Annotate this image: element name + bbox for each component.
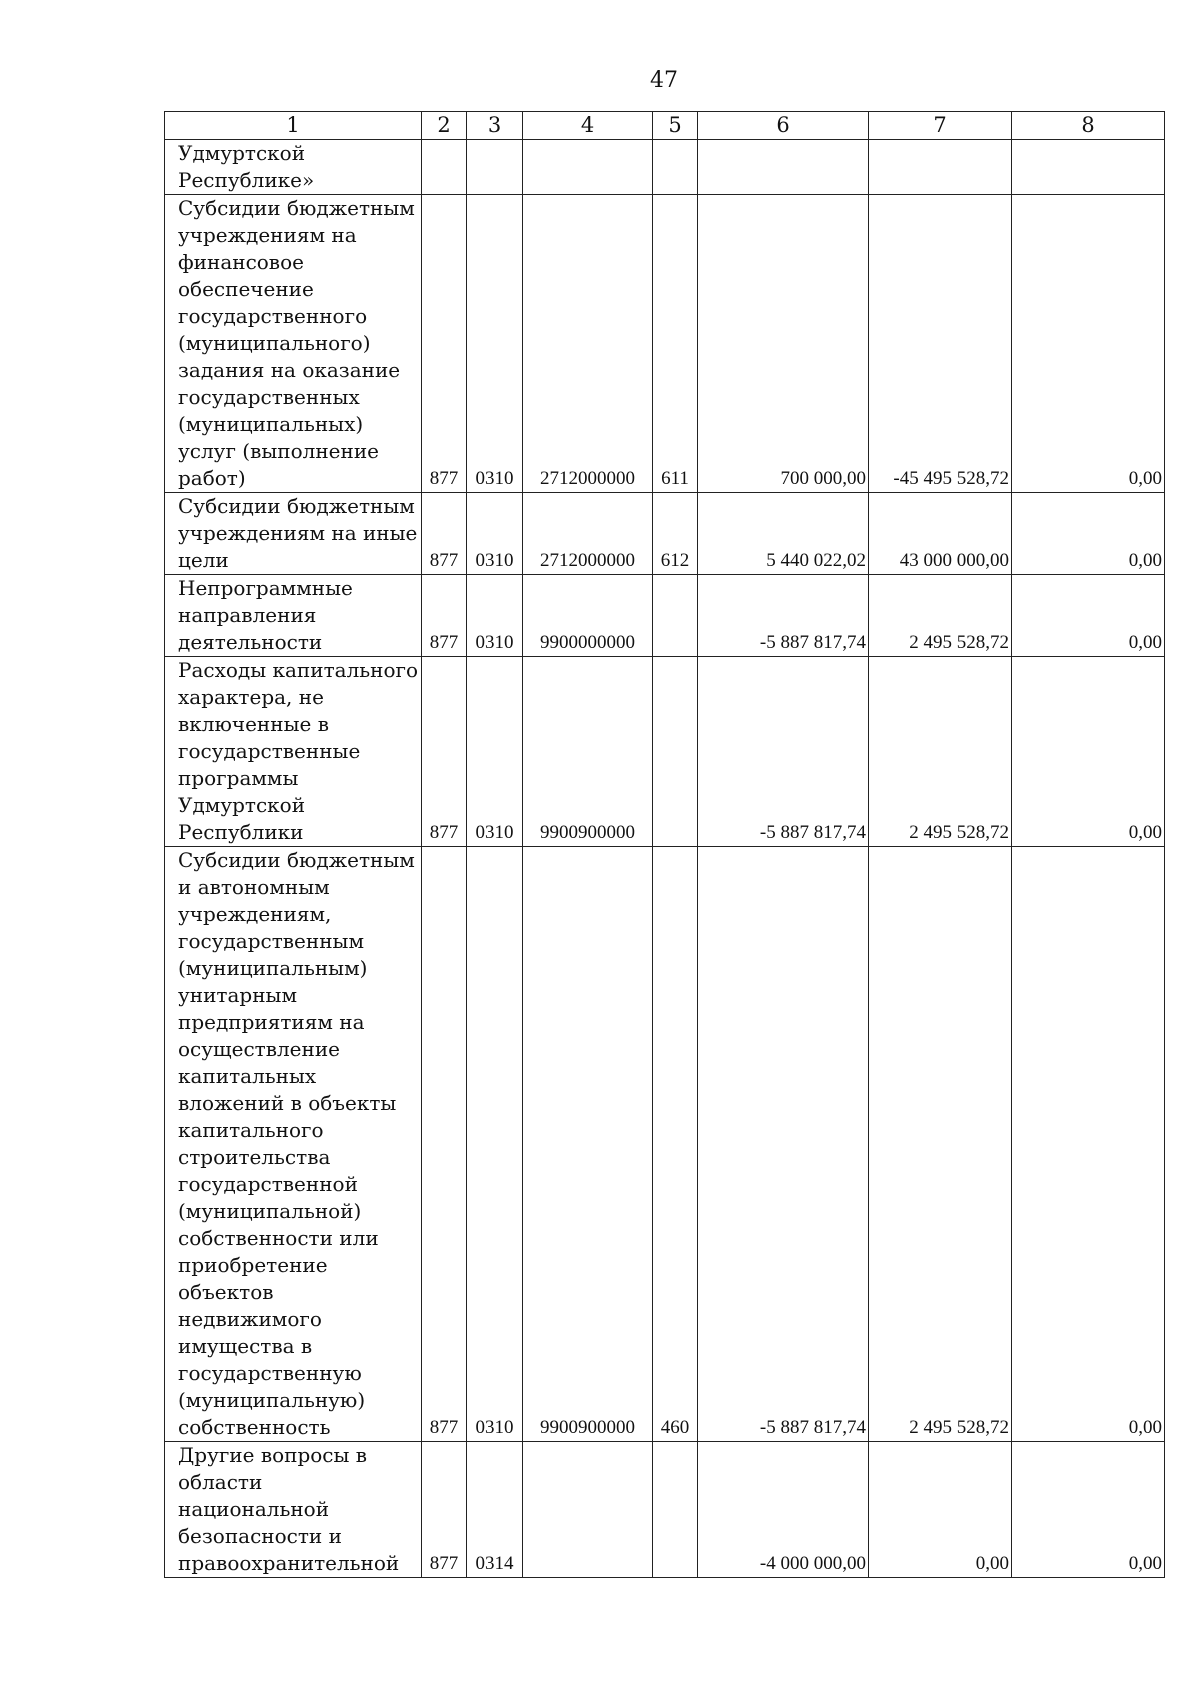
- column-header: 2: [422, 112, 467, 140]
- ministry-code-cell: 877: [422, 657, 467, 847]
- target-article-cell: 2712000000: [523, 195, 653, 493]
- expense-type-cell: 611: [653, 195, 698, 493]
- expense-type-cell: [653, 575, 698, 657]
- amount-cell-col8: 0,00: [1012, 847, 1165, 1442]
- target-article-cell: 2712000000: [523, 493, 653, 575]
- expense-type-cell: 460: [653, 847, 698, 1442]
- amount-cell-col7: 2 495 528,72: [869, 575, 1012, 657]
- ministry-code-cell: 877: [422, 575, 467, 657]
- amount-cell-col7: 43 000 000,00: [869, 493, 1012, 575]
- ministry-code-cell: 877: [422, 195, 467, 493]
- section-code-cell: 0310: [467, 657, 523, 847]
- amount-cell-col8: 0,00: [1012, 493, 1165, 575]
- ministry-code-cell: 877: [422, 1442, 467, 1578]
- expense-name-cell: Другие вопросы в области национальной безопасности и правоохранительной: [165, 1442, 422, 1578]
- expense-type-cell: [653, 1442, 698, 1578]
- section-code-cell: 0310: [467, 195, 523, 493]
- expense-name-cell: Субсидии бюджетным учреждениям на иные цели: [165, 493, 422, 575]
- amount-cell-col7: -45 495 528,72: [869, 195, 1012, 493]
- target-article-cell: 9900900000: [523, 847, 653, 1442]
- target-article-cell: 9900000000: [523, 575, 653, 657]
- expense-name-cell: Субсидии бюджетным и автономным учреждениям, государственным (муниципальным) унитарным предприятиям на осуществление капитальных вложений в объекты капитального строительства государственной (муниципальной) собственности или приобретение объектов недвижимого имущества в государственную (муниципальную) собственность: [165, 847, 422, 1442]
- expense-name-cell: Удмуртской Республике»: [165, 140, 422, 195]
- column-header: 1: [165, 112, 422, 140]
- section-code-cell: 0314: [467, 1442, 523, 1578]
- column-header: 8: [1012, 112, 1165, 140]
- amount-cell-col8: 0,00: [1012, 1442, 1165, 1578]
- section-code-cell: 0310: [467, 493, 523, 575]
- amount-cell-col7: 2 495 528,72: [869, 847, 1012, 1442]
- amount-cell-col7: [869, 140, 1012, 195]
- table-row: [165, 847, 1165, 1442]
- column-header: 4: [523, 112, 653, 140]
- amount-cell-col6: 5 440 022,02: [698, 493, 869, 575]
- amount-cell-col6: -5 887 817,74: [698, 657, 869, 847]
- column-number-header-row: [165, 112, 1165, 140]
- ministry-code-cell: 877: [422, 847, 467, 1442]
- page-number: 47: [650, 68, 678, 93]
- expense-type-cell: [653, 657, 698, 847]
- section-code-cell: 0310: [467, 575, 523, 657]
- amount-cell-col7: 0,00: [869, 1442, 1012, 1578]
- amount-cell-col6: 700 000,00: [698, 195, 869, 493]
- amount-cell-col8: 0,00: [1012, 657, 1165, 847]
- table-row: [165, 1442, 1165, 1578]
- table-row: [165, 657, 1165, 847]
- expense-name-cell: Расходы капитального характера, не включенные в государственные программы Удмуртской Республики: [165, 657, 422, 847]
- expense-name-cell: Непрограммные направления деятельности: [165, 575, 422, 657]
- ministry-code-cell: [422, 140, 467, 195]
- expense-type-cell: [653, 140, 698, 195]
- target-article-cell: [523, 1442, 653, 1578]
- column-header: 6: [698, 112, 869, 140]
- budget-table: [164, 111, 1165, 1578]
- amount-cell-col6: -4 000 000,00: [698, 1442, 869, 1578]
- table-row: [165, 195, 1165, 493]
- ministry-code-cell: 877: [422, 493, 467, 575]
- amount-cell-col8: 0,00: [1012, 195, 1165, 493]
- amount-cell-col6: [698, 140, 869, 195]
- table-row: [165, 140, 1165, 195]
- expense-type-cell: 612: [653, 493, 698, 575]
- table-row: [165, 575, 1165, 657]
- section-code-cell: 0310: [467, 847, 523, 1442]
- target-article-cell: 9900900000: [523, 657, 653, 847]
- amount-cell-col7: 2 495 528,72: [869, 657, 1012, 847]
- table-row: [165, 493, 1165, 575]
- column-header: 7: [869, 112, 1012, 140]
- amount-cell-col6: -5 887 817,74: [698, 847, 869, 1442]
- section-code-cell: [467, 140, 523, 195]
- expense-name-cell: Субсидии бюджетным учреждениям на финансовое обеспечение государственного (муниципального) задания на оказание государственных (муниципальных) услуг (выполнение работ): [165, 195, 422, 493]
- amount-cell-col6: -5 887 817,74: [698, 575, 869, 657]
- amount-cell-col8: 0,00: [1012, 575, 1165, 657]
- amount-cell-col8: [1012, 140, 1165, 195]
- column-header: 3: [467, 112, 523, 140]
- column-header: 5: [653, 112, 698, 140]
- target-article-cell: [523, 140, 653, 195]
